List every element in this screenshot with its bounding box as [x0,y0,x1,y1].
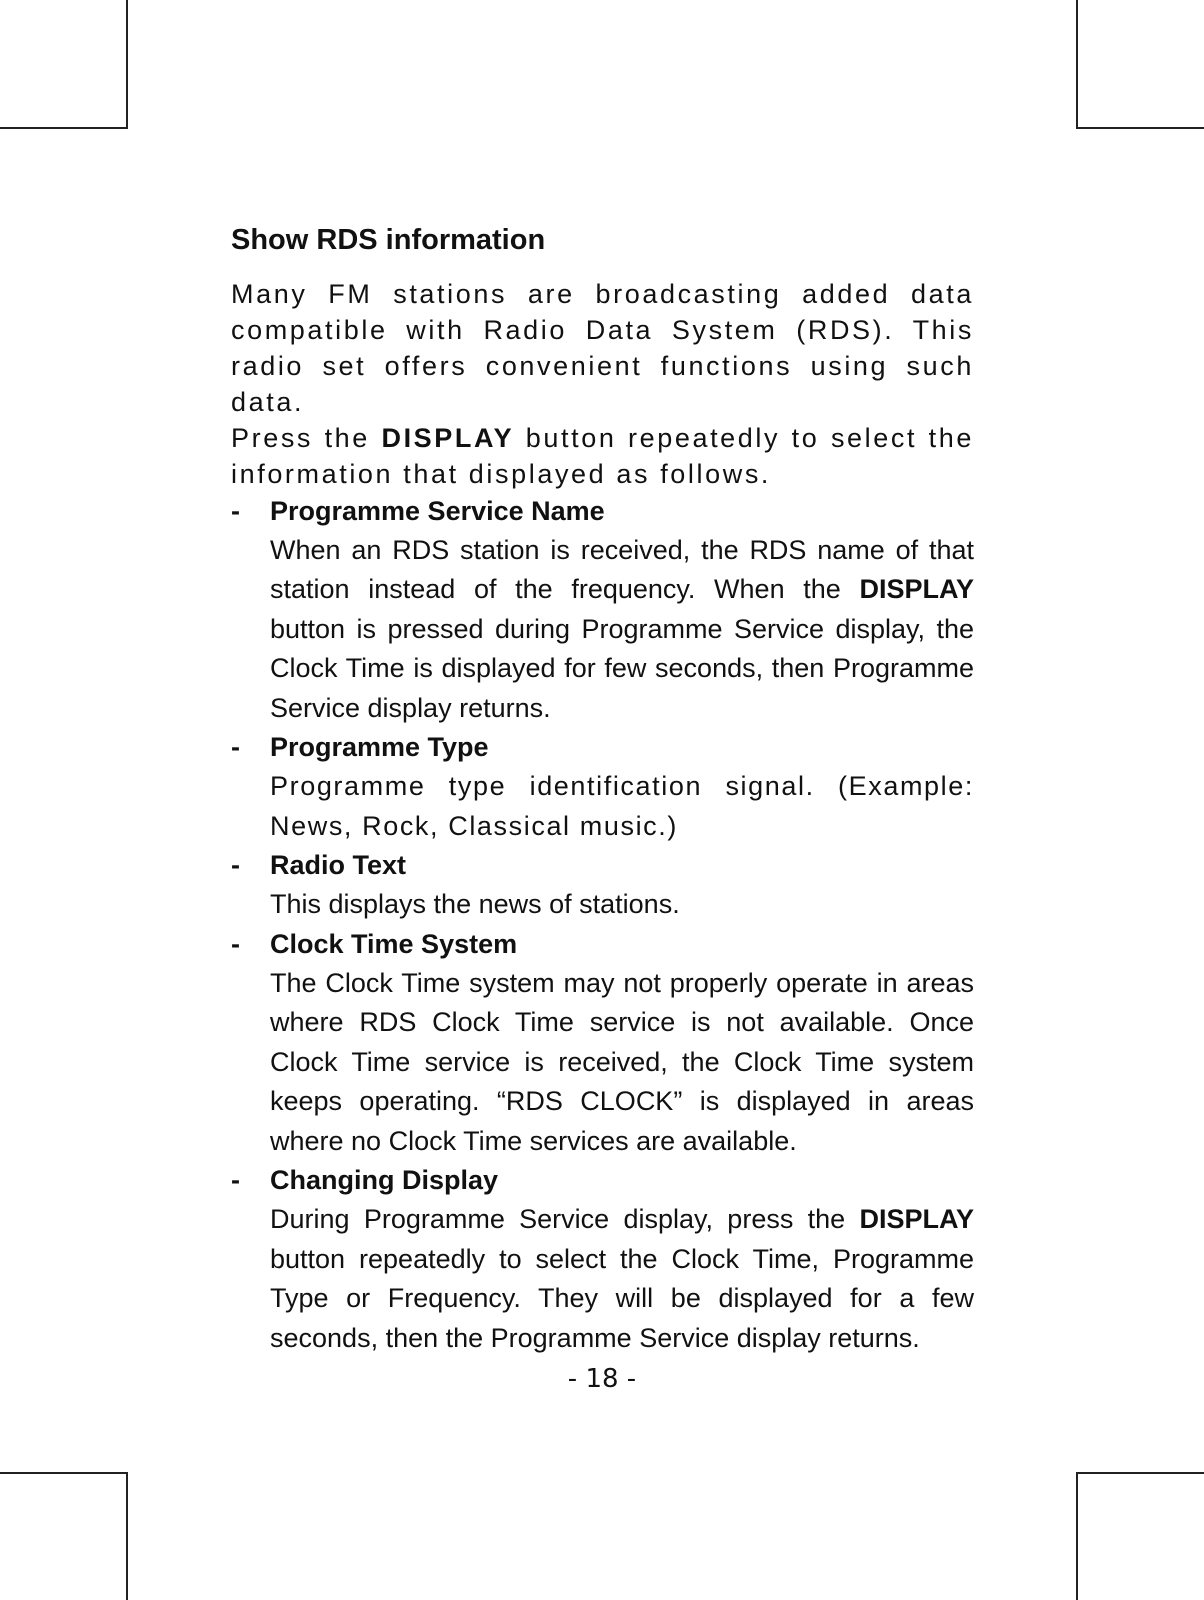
item-body-text: button repeatedly to select the Clock Time, Programme Type or Frequency. They will be displayed for a few seconds, then the Programme Service display returns. [270,1243,974,1353]
display-instruction-paragraph [231,420,974,492]
list-dash: - [231,850,240,881]
crop-mark-bottom-left-horizontal [0,1472,128,1474]
list-dash: - [231,928,240,959]
list-dash: - [231,1165,240,1196]
list-item-programme-service-name [231,492,974,729]
item-title: Clock Time System [270,928,518,959]
item-body [270,531,974,729]
list-dash: - [231,495,240,526]
crop-mark-top-right-horizontal [1076,127,1204,129]
item-body: The Clock Time system may not properly operate in areas where RDS Clock Time service is not available. Once Clock Time service is received, the Clock Time system keeps operating. “RDS CLOCK” is displayed in areas where no Clock Time services are available. [270,967,974,1156]
manual-page-content [231,222,974,1358]
item-title: Programme Type [270,732,489,763]
crop-mark-bottom-right-vertical [1076,1472,1078,1600]
item-title: Programme Service Name [270,495,605,526]
list-dash: - [231,732,240,763]
list-item-changing-display [231,1161,974,1358]
crop-mark-bottom-right-horizontal [1076,1472,1204,1474]
crop-mark-bottom-left-vertical [126,1472,128,1600]
list-item-clock-time-system [231,925,974,1162]
list-item-radio-text [231,846,974,925]
page-number: - 18 - [567,1364,637,1394]
instruction-post: button repeatedly to select the information that displayed as follows. [231,422,974,489]
crop-mark-top-left-horizontal [0,127,128,129]
instruction-pre: Press the [231,422,382,453]
item-body: Programme type identification signal. (Example: News, Rock, Classical music.) [270,771,974,841]
display-button-name: DISPLAY [381,422,515,453]
intro-paragraph: Many FM stations are broadcasting added data compatible with Radio Data System (RDS). This radio set offers convenient functions using such data. [231,278,974,417]
crop-mark-top-left-vertical [126,0,128,128]
item-body: This displays the news of stations. [270,889,680,920]
item-body-text: When an RDS station is received, the RDS name of that station instead of the frequency. When the [270,534,974,605]
item-title: Radio Text [270,850,407,881]
list-item-programme-type [231,728,974,846]
item-body-text: button is pressed during Programme Service display, the Clock Time is displayed for few seconds, then Programme Service display returns. [270,613,974,723]
rds-info-list [231,492,974,1359]
crop-mark-top-right-vertical [1076,0,1078,128]
section-title: Show RDS information [231,224,546,256]
display-button-name: DISPLAY [859,1204,974,1235]
display-button-name: DISPLAY [859,574,974,605]
item-body-text: During Programme Service display, press the [270,1204,860,1235]
item-title: Changing Display [270,1165,499,1196]
item-body [270,1200,974,1358]
